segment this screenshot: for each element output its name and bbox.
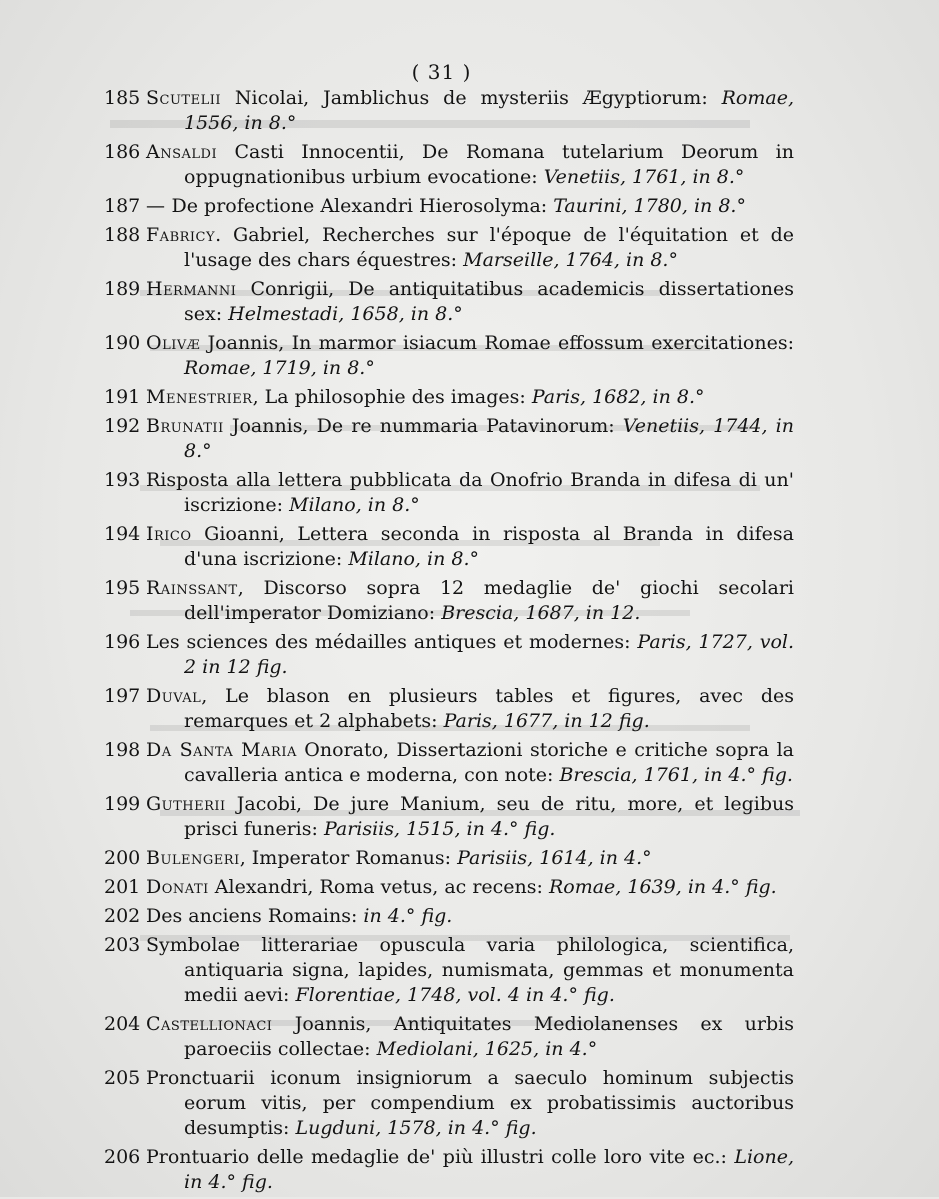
entry-author: Menestrier [146, 386, 253, 408]
entry-author: Bulengeri [146, 847, 240, 869]
entry-text [146, 468, 794, 518]
catalog-entry [104, 223, 794, 273]
entry-number: 202 [104, 905, 141, 927]
entry-title: , Imperator Romanus: [239, 847, 458, 869]
entry-author: Gutherii [146, 793, 226, 815]
entry-publication: Paris, 1727, vol. 2 in 12 fig. [184, 631, 795, 678]
entry-text [146, 933, 794, 1008]
entry-author: Scutelii [146, 87, 221, 109]
catalog-entry [104, 875, 794, 900]
entry-author: Duval [146, 685, 202, 707]
entry-text [146, 277, 794, 327]
entry-title: De profectione Alexandri Hierosolyma: [165, 195, 554, 217]
entry-number: 199 [104, 793, 141, 815]
entry-text [146, 846, 794, 871]
entry-number: 191 [104, 386, 141, 408]
entry-number: 204 [104, 1013, 141, 1035]
entry-title: , Le blason en plusieurs tables et figures, avec des remarques et 2 alphabets: [184, 685, 794, 732]
catalog-entry [104, 385, 794, 410]
entry-title: Gioanni, Lettera seconda in risposta al Branda in difesa d'una iscrizione: [184, 523, 794, 570]
entry-number: 188 [104, 224, 141, 246]
entry-title: Joannis, In marmor isiacum Romae effossum exercitationes: [200, 332, 794, 354]
catalog-entry [104, 522, 794, 572]
catalog-entry [104, 1066, 794, 1141]
catalog-entry [104, 792, 794, 842]
entry-title: Joannis, Antiquitates Mediolanenses ex urbis paroeciis collectae: [184, 1013, 794, 1060]
entry-text [146, 630, 795, 680]
catalog-entry [104, 468, 794, 518]
entry-title: Risposta alla lettera pubblicata da Onofrio Branda in difesa di un' iscrizione: [146, 469, 794, 516]
entry-publication: Helmestadi, 1658, in 8.° [228, 303, 463, 325]
entry-title: Casti Innocentii, De Romana tutelarium Deorum in oppugnationibus urbium evocatione: [184, 141, 794, 188]
entry-title: Nicolai, Jamblichus de mysteriis Ægyptiorum: [220, 87, 722, 109]
catalog-entry [104, 414, 794, 464]
entry-number: 206 [104, 1146, 141, 1168]
entry-number: 193 [104, 469, 141, 491]
catalog-entry [104, 194, 794, 219]
entry-author: Rainssant [146, 577, 238, 599]
entry-number: 205 [104, 1067, 141, 1089]
entry-text [146, 331, 794, 381]
entry-publication: Venetiis, 1744, in 8.° [184, 415, 794, 462]
entry-publication: in 4.° fig. [363, 905, 453, 927]
entry-author: Olivæ [146, 332, 201, 354]
entry-number: 189 [104, 278, 141, 300]
entry-number: 198 [104, 739, 141, 761]
entry-title: Symbolae litterariae opuscula varia philologica, scientifica, antiquaria signa, lapides, numismata, gemmas et monumenta medii aevi: [146, 934, 794, 1006]
entry-text [146, 738, 794, 788]
entry-author: Hermanni [146, 278, 237, 300]
entry-title: Jacobi, De jure Manium, seu de ritu, more, et legibus prisci funeris: [184, 793, 794, 840]
entry-title: Alexandri, Roma vetus, ac recens: [208, 876, 549, 898]
entry-title: . Gabriel, Recherches sur l'époque de l'équitation et de l'usage des chars équestres: [184, 224, 794, 271]
catalog-entry [104, 86, 794, 136]
entry-number: 201 [104, 876, 141, 898]
entry-publication: Milano, in 8.° [348, 548, 479, 570]
entry-number: 195 [104, 577, 141, 599]
entry-author: — [146, 195, 166, 217]
entry-text [146, 1012, 794, 1062]
entry-text [146, 904, 794, 929]
entry-author: Brunatii [146, 415, 224, 437]
entry-text [146, 86, 794, 136]
entry-author: Irico [146, 523, 192, 545]
entry-number: 197 [104, 685, 141, 707]
catalog-entry [104, 904, 794, 929]
entry-text [146, 576, 794, 626]
catalog-entry [104, 684, 794, 734]
catalog-entry [104, 1012, 794, 1062]
entry-publication: Florentiae, 1748, vol. 4 in 4.° fig. [295, 984, 615, 1006]
entry-title: Prontuario delle medaglie de' più illustri colle loro vite ec.: [146, 1146, 735, 1168]
entry-number: 185 [104, 87, 141, 109]
entry-title: Des anciens Romains: [146, 905, 364, 927]
entry-text [146, 1066, 794, 1141]
entry-title: , Discorso sopra 12 medaglie de' giochi secolari dell'imperator Domiziano: [184, 577, 794, 624]
entry-publication: Brescia, 1761, in 4.° fig. [559, 764, 793, 786]
catalog-entry [104, 933, 794, 1008]
catalog-entry [104, 846, 794, 871]
entry-text [146, 1145, 794, 1195]
entry-publication: Paris, 1677, in 12 fig. [443, 710, 650, 732]
entry-publication: Parisiis, 1614, in 4.° [457, 847, 652, 869]
entry-number: 196 [104, 631, 141, 653]
entry-publication: Mediolani, 1625, in 4.° [376, 1038, 598, 1060]
entry-publication: Brescia, 1687, in 12. [441, 602, 641, 624]
entry-text [146, 223, 794, 273]
entry-publication: Romae, 1639, in 4.° fig. [548, 876, 777, 898]
entry-number: 190 [104, 332, 141, 354]
catalog-entry [104, 630, 794, 680]
entry-number: 200 [104, 847, 141, 869]
entry-publication: Marseille, 1764, in 8.° [463, 249, 678, 271]
entry-number: 194 [104, 523, 141, 545]
entry-publication: Romae, 1719, in 8.° [184, 357, 375, 379]
entry-publication: Milano, in 8.° [289, 494, 420, 516]
entry-text [146, 194, 794, 219]
entry-title: Conrigii, De antiquitatibus academicis dissertationes sex: [184, 278, 794, 325]
page-number: ( 31 ) [411, 60, 472, 84]
entry-number: 192 [104, 415, 141, 437]
entry-text [146, 385, 794, 410]
entry-author: Donati [146, 876, 209, 898]
catalog-entry [104, 738, 794, 788]
entry-text [146, 792, 794, 842]
entry-author: Da Santa Maria [146, 739, 297, 761]
catalog-entry [104, 331, 794, 381]
entry-author: Ansaldi [146, 141, 218, 163]
entry-publication: Venetiis, 1761, in 8.° [543, 166, 745, 188]
catalog-content [104, 58, 794, 1199]
entry-publication: Paris, 1682, in 8.° [531, 386, 705, 408]
entry-publication: Parisiis, 1515, in 4.° fig. [323, 818, 556, 840]
entry-text [146, 414, 794, 464]
entry-publication: Taurini, 1780, in 8.° [553, 195, 746, 217]
entry-title: Pronctuarii iconum insigniorum a saeculo hominum subjectis eorum vitis, per compendium ex probatissimis auctoribus desumptis: [146, 1067, 794, 1139]
catalog-entries [104, 86, 794, 1195]
entry-title: Onorato, Dissertazioni storiche e critiche sopra la cavalleria antica e moderna, con note: [184, 739, 794, 786]
entry-author: Fabricy [146, 224, 216, 246]
entry-title: Les sciences des médailles antiques et modernes: [146, 631, 638, 653]
entry-author: Castellionaci [146, 1013, 273, 1035]
catalog-entry [104, 140, 794, 190]
catalog-entry [104, 576, 794, 626]
entry-publication: Romae, 1556, in 8.° [184, 87, 794, 134]
entry-publication: Lione, in 4.° fig. [184, 1146, 794, 1193]
entry-publication: Lugduni, 1578, in 4.° fig. [295, 1117, 537, 1139]
entry-title: , La philosophie des images: [252, 386, 532, 408]
entry-title: Joannis, De re nummaria Patavinorum: [223, 415, 623, 437]
entry-number: 186 [104, 141, 141, 163]
entry-text [146, 684, 794, 734]
catalog-entry [104, 1145, 794, 1195]
entry-number: 187 [104, 195, 141, 217]
entry-number: 203 [104, 934, 141, 956]
entry-text [146, 522, 794, 572]
entry-text [146, 875, 794, 900]
entry-text [146, 140, 794, 190]
catalog-entry [104, 277, 794, 327]
